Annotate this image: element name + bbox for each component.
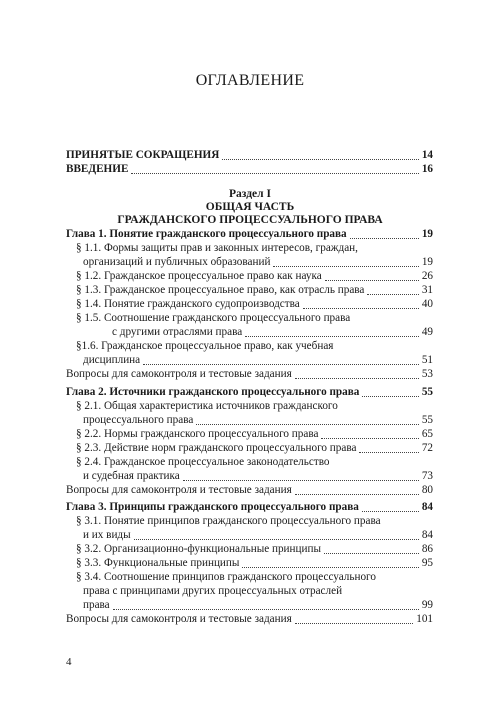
toc-chapter-3[interactable] [66, 500, 433, 515]
dot-leader [325, 279, 419, 281]
toc-section-1-5-line1[interactable]: § 1.5. Соотношение гражданского процессуального права [76, 312, 351, 324]
page-title: ОГЛАВЛЕНИЕ [195, 72, 305, 89]
entry-page: 101 [416, 613, 433, 625]
dot-leader [143, 363, 419, 365]
entry-label: дисциплина [83, 354, 141, 366]
entry-page: 19 [421, 256, 433, 268]
entry-page: 99 [421, 599, 433, 611]
toc-section-1-1-line1[interactable]: § 1.1. Формы защиты прав и законных интересов, граждан, [76, 242, 358, 254]
toc-section-1-6[interactable] [83, 353, 433, 368]
dot-leader [359, 451, 418, 453]
toc-section-2-4-line1[interactable]: § 2.4. Гражданское процессуальное законодательство [76, 456, 330, 468]
entry-label: Вопросы для самоконтроля и тестовые задания [66, 613, 292, 625]
entry-label: Глава 2. Источники гражданского процессуального права [66, 386, 360, 398]
entry-page: 95 [421, 557, 433, 569]
entry-label: § 1.3. Гражданское процессуальное право, как отрасль права [76, 284, 365, 296]
toc-section-1-1[interactable] [83, 255, 433, 270]
dot-leader [350, 237, 419, 239]
entry-label: § 3.3. Функциональные принципы [76, 557, 240, 569]
section-title: ОБЩАЯ ЧАСТЬ [205, 201, 295, 213]
entry-label: § 1.2. Гражданское процессуальное право как наука [76, 270, 322, 282]
dot-leader [295, 493, 419, 495]
dot-leader [131, 172, 418, 174]
entry-label: права [83, 599, 110, 611]
dot-leader [196, 423, 419, 425]
entry-page: 80 [421, 484, 433, 496]
toc-section-2-3[interactable] [76, 441, 433, 456]
toc-section-2-1-line1[interactable]: § 2.1. Общая характеристика источников гражданского [76, 400, 338, 412]
entry-label: и их виды [83, 529, 131, 541]
dot-leader [362, 510, 419, 512]
entry-page: 65 [421, 428, 433, 440]
entry-page: 55 [421, 414, 433, 426]
toc-section-3-4[interactable] [83, 598, 433, 613]
dot-leader [113, 608, 419, 610]
dot-leader [242, 566, 418, 568]
entry-page: 19 [421, 228, 433, 240]
toc-section-3-2[interactable] [76, 542, 433, 557]
toc-section-1-4[interactable] [76, 297, 433, 312]
dot-leader [367, 293, 418, 295]
entry-page: 26 [421, 270, 433, 282]
entry-label: ПРИНЯТЫЕ СОКРАЩЕНИЯ [66, 149, 220, 161]
entry-label: § 3.2. Организационно-функциональные принципы [76, 543, 322, 555]
dot-leader [134, 538, 419, 540]
entry-page: 49 [421, 326, 433, 338]
dot-leader [222, 158, 418, 160]
section-subtitle: ГРАЖДАНСКОГО ПРОЦЕССУАЛЬНОГО ПРАВА [117, 214, 383, 226]
entry-page: 14 [421, 149, 433, 161]
entry-label: § 2.3. Действие норм гражданского процессуального права [76, 442, 357, 454]
toc-section-1-3[interactable] [76, 283, 433, 298]
dot-leader [362, 395, 418, 397]
dot-leader [183, 479, 419, 481]
entry-label: процессуального права [83, 414, 194, 426]
entry-page: 40 [421, 298, 433, 310]
entry-label: организаций и публичных образований [83, 256, 271, 268]
entry-label: с другими отраслями права [112, 326, 243, 338]
toc-questions-3[interactable] [66, 612, 433, 627]
entry-page: 84 [421, 501, 433, 513]
toc-section-3-1[interactable] [83, 528, 433, 543]
toc-section-2-4[interactable] [83, 469, 433, 484]
entry-label: Вопросы для самоконтроля и тестовые задания [66, 484, 292, 496]
toc-section-3-3[interactable] [76, 556, 433, 571]
toc-entry-abbreviations[interactable] [66, 148, 433, 163]
toc-questions-1[interactable] [66, 367, 433, 382]
toc-section-3-4-line1[interactable]: § 3.4. Соотношение принципов гражданского процессуального [76, 571, 376, 583]
toc-section-2-1[interactable] [83, 413, 433, 428]
toc-chapter-1[interactable] [66, 227, 433, 242]
entry-label: Глава 1. Понятие гражданского процессуального права [66, 228, 347, 240]
dot-leader [321, 437, 418, 439]
page-number: 4 [66, 656, 72, 668]
dot-leader [273, 265, 418, 267]
toc-chapter-2[interactable] [66, 385, 433, 400]
toc-section-1-6-line1[interactable]: §1.6. Гражданское процессуальное право, как учебная [76, 340, 334, 352]
entry-page: 73 [421, 470, 433, 482]
entry-page: 84 [421, 529, 433, 541]
dot-leader [324, 552, 419, 554]
dot-leader [245, 335, 419, 337]
entry-label: Вопросы для самоконтроля и тестовые задания [66, 368, 292, 380]
entry-page: 16 [421, 163, 433, 175]
entry-page: 53 [421, 368, 433, 380]
dot-leader [303, 307, 419, 309]
toc-section-1-5[interactable] [112, 325, 433, 340]
entry-page: 72 [421, 442, 433, 454]
section-number: Раздел I [229, 188, 271, 200]
entry-page: 31 [421, 284, 433, 296]
entry-label: § 1.4. Понятие гражданского судопроизводства [76, 298, 300, 310]
toc-section-2-2[interactable] [76, 427, 433, 442]
entry-label: Глава 3. Принципы гражданского процессуального права [66, 501, 359, 513]
dot-leader [295, 377, 419, 379]
entry-label: § 2.2. Нормы гражданского процессуального права [76, 428, 319, 440]
toc-questions-2[interactable] [66, 483, 433, 498]
entry-label: ВВЕДЕНИЕ [66, 163, 129, 175]
toc-entry-introduction[interactable] [66, 162, 433, 177]
entry-label: и судебная практика [83, 470, 180, 482]
toc-section-3-1-line1[interactable]: § 3.1. Понятие принципов гражданского процессуального права [76, 515, 381, 527]
entry-page: 55 [421, 386, 433, 398]
entry-page: 51 [421, 354, 433, 366]
toc-section-3-4-line2[interactable]: права с принципами других процессуальных отраслей [83, 585, 343, 597]
toc-section-1-2[interactable] [76, 269, 433, 284]
dot-leader [295, 622, 413, 624]
entry-page: 86 [421, 543, 433, 555]
